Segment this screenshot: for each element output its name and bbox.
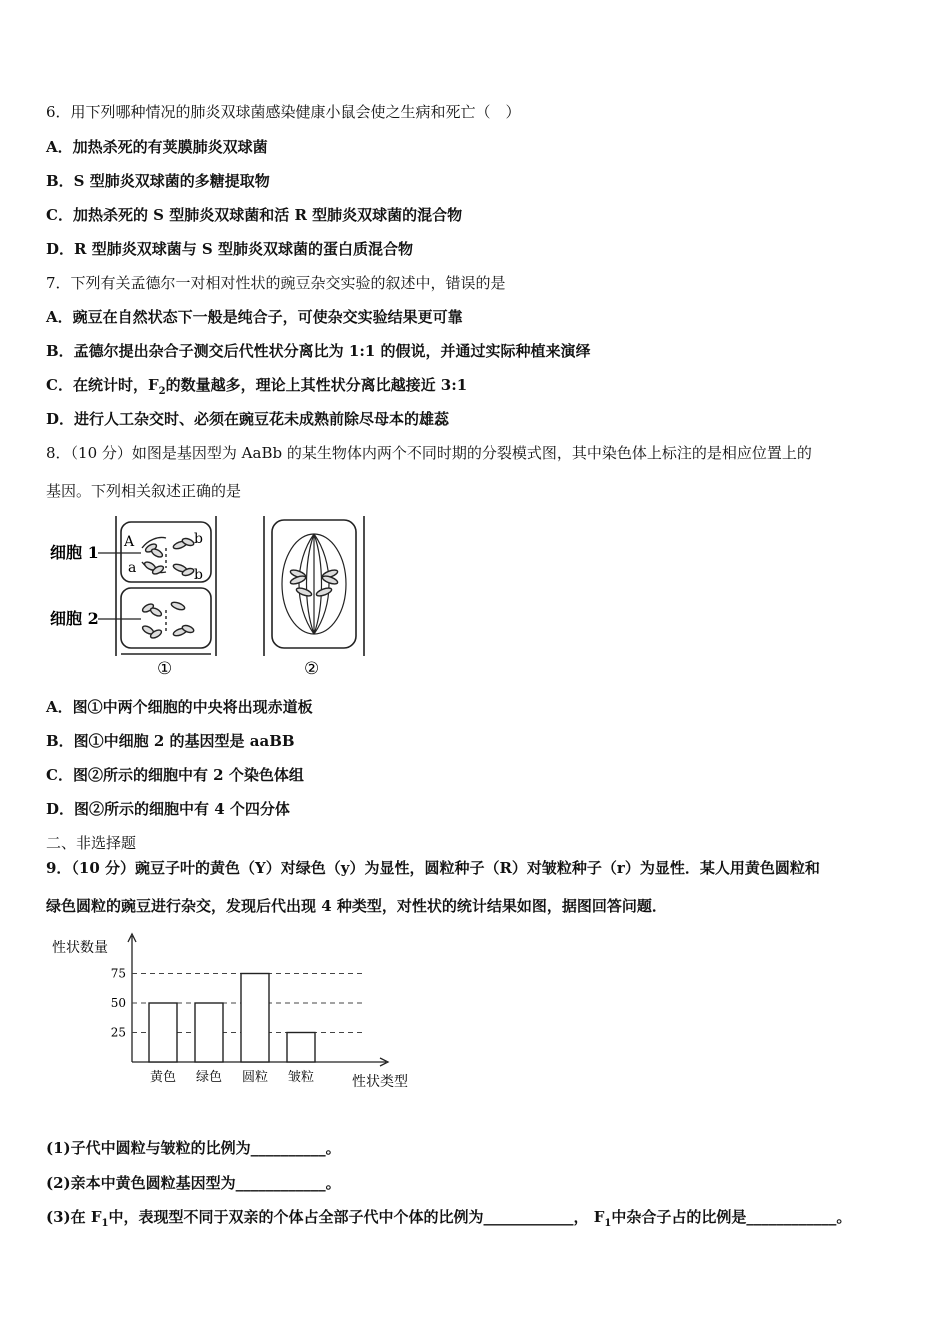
q9-sub2: (2)亲本中黄色圆粒基因型为____________。 <box>46 1174 341 1192</box>
chart-xtick-label: 圆粒 <box>241 1070 269 1085</box>
q7-option-a: A．豌豆在自然状态下一般是纯合子，可使杂交实验结果更可靠 <box>46 308 463 326</box>
gene-a-label: a <box>128 560 137 576</box>
q9-sub3-mid: 中，表现型不同于双亲的个体占全部子代中个体的比例为____________， F <box>108 1208 605 1226</box>
chart-xtick-label: 绿色 <box>195 1070 223 1085</box>
gene-A-label: A <box>124 534 135 550</box>
cell2-chromosomes <box>141 601 194 640</box>
panel2-label: ② <box>304 659 320 679</box>
q9-sub3-sub2: 1 <box>604 1218 612 1229</box>
q9-sub3 <box>46 1207 851 1234</box>
q8-stem-line2: 基因。下列相关叙述正确的是 <box>46 482 242 500</box>
q7-option-c-pre: C．在统计时，F <box>46 376 159 394</box>
cell2-label: 细胞 2 <box>50 609 99 628</box>
chart-bar-2 <box>241 974 269 1063</box>
chart-xtick-label: 黄色 <box>149 1070 177 1085</box>
q6-option-b: B．S 型肺炎双球菌的多糖提取物 <box>46 172 270 190</box>
q9-sub3-sub1: 1 <box>101 1218 109 1229</box>
q9-sub3-post: 中杂合子占的比例是____________。 <box>611 1208 852 1226</box>
chart-bar-3 <box>287 1033 315 1063</box>
q6-option-c: C．加热杀死的 S 型肺炎双球菌和活 R 型肺炎双球菌的混合物 <box>46 206 463 224</box>
q9-sub1: (1)子代中圆粒与皱粒的比例为__________。 <box>46 1139 341 1157</box>
q8-option-a: A．图①中两个细胞的中央将出现赤道板 <box>46 698 313 716</box>
chart-ytick-label: 25 <box>110 1025 126 1040</box>
chart-xlabel: 性状类型 <box>352 1074 408 1090</box>
q8-option-c: C．图②所示的细胞中有 2 个染色体组 <box>46 766 304 784</box>
q7-stem: 7．下列有关孟德尔一对相对性状的豌豆杂交实验的叙述中，错误的是 <box>46 274 506 292</box>
q7-option-c-post: 的数量越多，理论上其性状分离比越接近 3:1 <box>165 376 468 394</box>
cell1-label: 细胞 1 <box>50 543 99 562</box>
chart-ytick-label: 50 <box>110 996 126 1010</box>
gene-b-top-label: b <box>194 531 203 547</box>
chart-bar-1 <box>195 1003 223 1062</box>
q7-option-d: D．进行人工杂交时、必须在豌豆花未成熟前除尽母本的雄蕊 <box>46 410 450 428</box>
q6-option-a: A．加热杀死的有荚膜肺炎双球菌 <box>46 138 268 156</box>
chart-ytick-label: 75 <box>110 966 126 981</box>
section2-title: 二、非选择题 <box>46 834 137 852</box>
chart-ylabel: 性状数量 <box>52 940 108 956</box>
trait-bar-chart <box>46 930 426 1100</box>
q9-sub3-pre: (3)在 F <box>46 1208 102 1226</box>
q6-option-d: D．R 型肺炎双球菌与 S 型肺炎双球菌的蛋白质混合物 <box>46 240 413 258</box>
q8-option-d: D．图②所示的细胞中有 4 个四分体 <box>46 800 290 818</box>
q8-stem-line1: 8．（10 分）如图是基因型为 AaBb 的某生物体内两个不同时期的分裂模式图，其中染色体上标注的是相应位置上的 <box>46 444 812 462</box>
q6-stem: 6．用下列哪种情况的肺炎双球菌感染健康小鼠会使之生病和死亡（ ） <box>46 103 521 121</box>
panel1-label: ① <box>157 659 173 679</box>
q9-stem-line2: 绿色圆粒的豌豆进行杂交，发现后代出现 4 种类型，对性状的统计结果如图，据图回答问题． <box>46 897 667 915</box>
chart-xtick-label: 皱粒 <box>287 1070 315 1085</box>
chart-bar-0 <box>149 1003 177 1062</box>
q8-option-b: B．图①中细胞 2 的基因型是 aaBB <box>46 732 295 750</box>
gene-b-bottom-label: b <box>194 567 203 583</box>
cell1-chromosomes <box>142 537 195 577</box>
q7-option-c <box>46 375 467 402</box>
q7-option-b: B．孟德尔提出杂合子测交后代性状分离比为 1:1 的假说，并通过实际种植来演绎 <box>46 342 591 360</box>
q7-option-c-sub: 2 <box>158 386 166 397</box>
cell-division-figure <box>46 512 376 680</box>
q9-stem-line1: 9．（10 分）豌豆子叶的黄色（Y）对绿色（y）为显性，圆粒种子（R）对皱粒种子（r）为显性．某人用黄色圆粒和 <box>46 859 820 877</box>
